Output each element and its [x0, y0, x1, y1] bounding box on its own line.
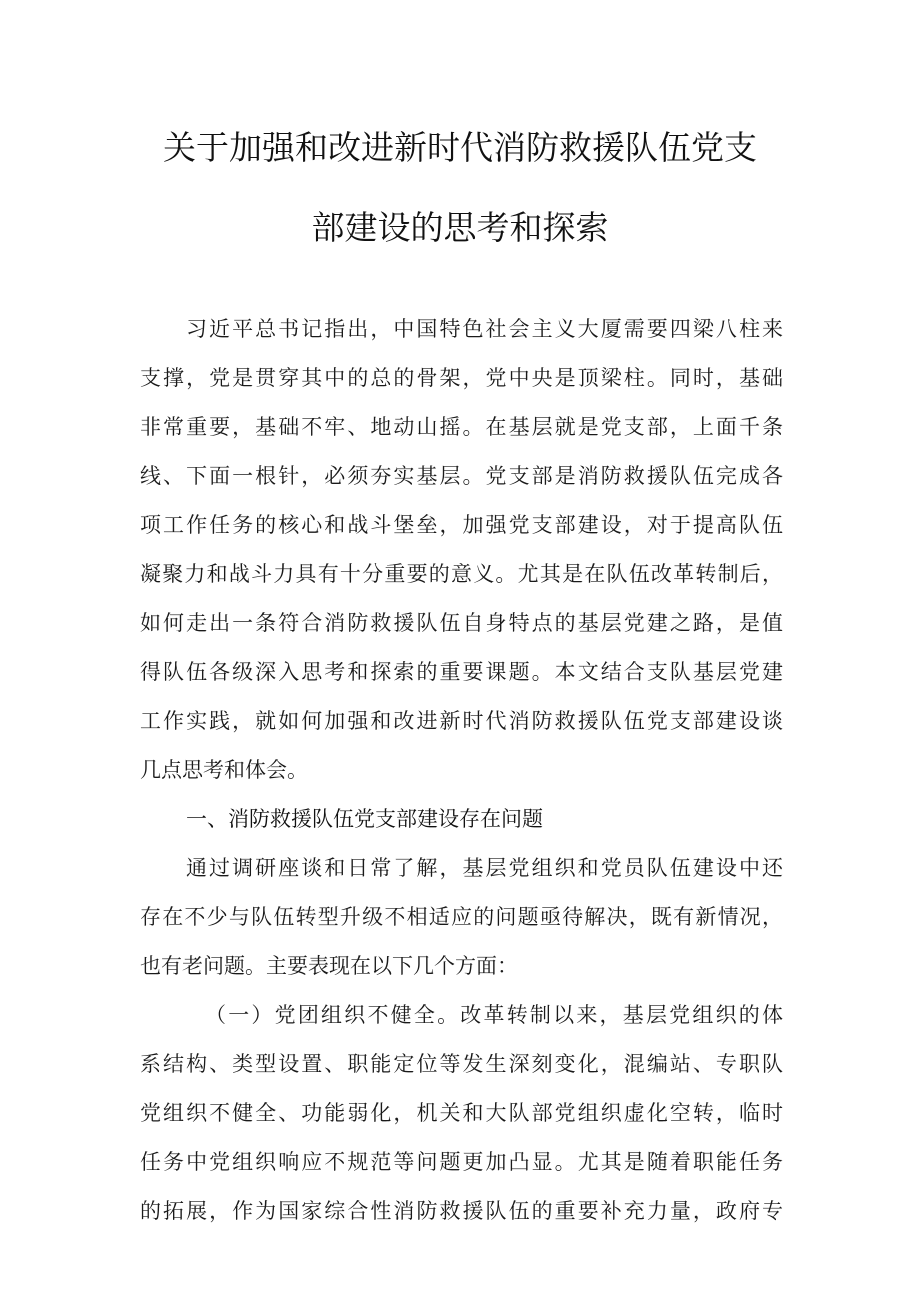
paragraph-2-line: 存在不少与队伍转型升级不相适应的问题亟待解决，既有新情况， [140, 905, 783, 929]
paragraph-2-line: 也有老问题。主要表现在以下几个方面： [140, 954, 518, 978]
paragraph-3-line: （一）党团组织不健全。改革转制以来，基层党组织的体 [205, 1003, 783, 1027]
paragraph-1-line: 得队伍各级深入思考和探索的重要课题。本文结合支队基层党建 [140, 660, 783, 684]
paragraph-1-line: 几点思考和体会。 [140, 758, 308, 782]
paragraph-1-line: 非常重要，基础不牢、地动山摇。在基层就是党支部，上面千条 [140, 415, 783, 439]
paragraph-1-line: 工作实践，就如何加强和改进新时代消防救援队伍党支部建设谈 [140, 709, 783, 733]
section-heading-1: 一、消防救援队伍党支部建设存在问题 [186, 807, 543, 831]
paragraph-1-line: 习近平总书记指出，中国特色社会主义大厦需要四梁八柱来 [186, 317, 783, 341]
paragraph-1-line: 如何走出一条符合消防救援队伍自身特点的基层党建之路，是值 [140, 611, 783, 635]
paragraph-3-line: 党组织不健全、功能弱化，机关和大队部党组织虚化空转，临时 [140, 1101, 783, 1125]
document-title-line-1: 关于加强和改进新时代消防救援队伍党支 [163, 128, 757, 167]
paragraph-2-line: 通过调研座谈和日常了解，基层党组织和党员队伍建设中还 [186, 856, 783, 880]
paragraph-1-line: 项工作任务的核心和战斗堡垒，加强党支部建设，对于提高队伍 [140, 513, 783, 537]
paragraph-3-line: 任务中党组织响应不规范等问题更加凸显。尤其是随着职能任务 [140, 1150, 783, 1174]
paragraph-3-line: 的拓展，作为国家综合性消防救援队伍的重要补充力量，政府专 [140, 1199, 783, 1223]
paragraph-1-line: 支撑，党是贯穿其中的总的骨架，党中央是顶梁柱。同时，基础 [140, 366, 783, 390]
paragraph-3-line: 系结构、类型设置、职能定位等发生深刻变化，混编站、专职队 [140, 1052, 783, 1076]
document-title-line-2: 部建设的思考和探索 [311, 208, 609, 247]
paragraph-1-line: 线、下面一根针，必须夯实基层。党支部是消防救援队伍完成各 [140, 464, 783, 488]
paragraph-1-line: 凝聚力和战斗力具有十分重要的意义。尤其是在队伍改革转制后， [140, 562, 783, 586]
